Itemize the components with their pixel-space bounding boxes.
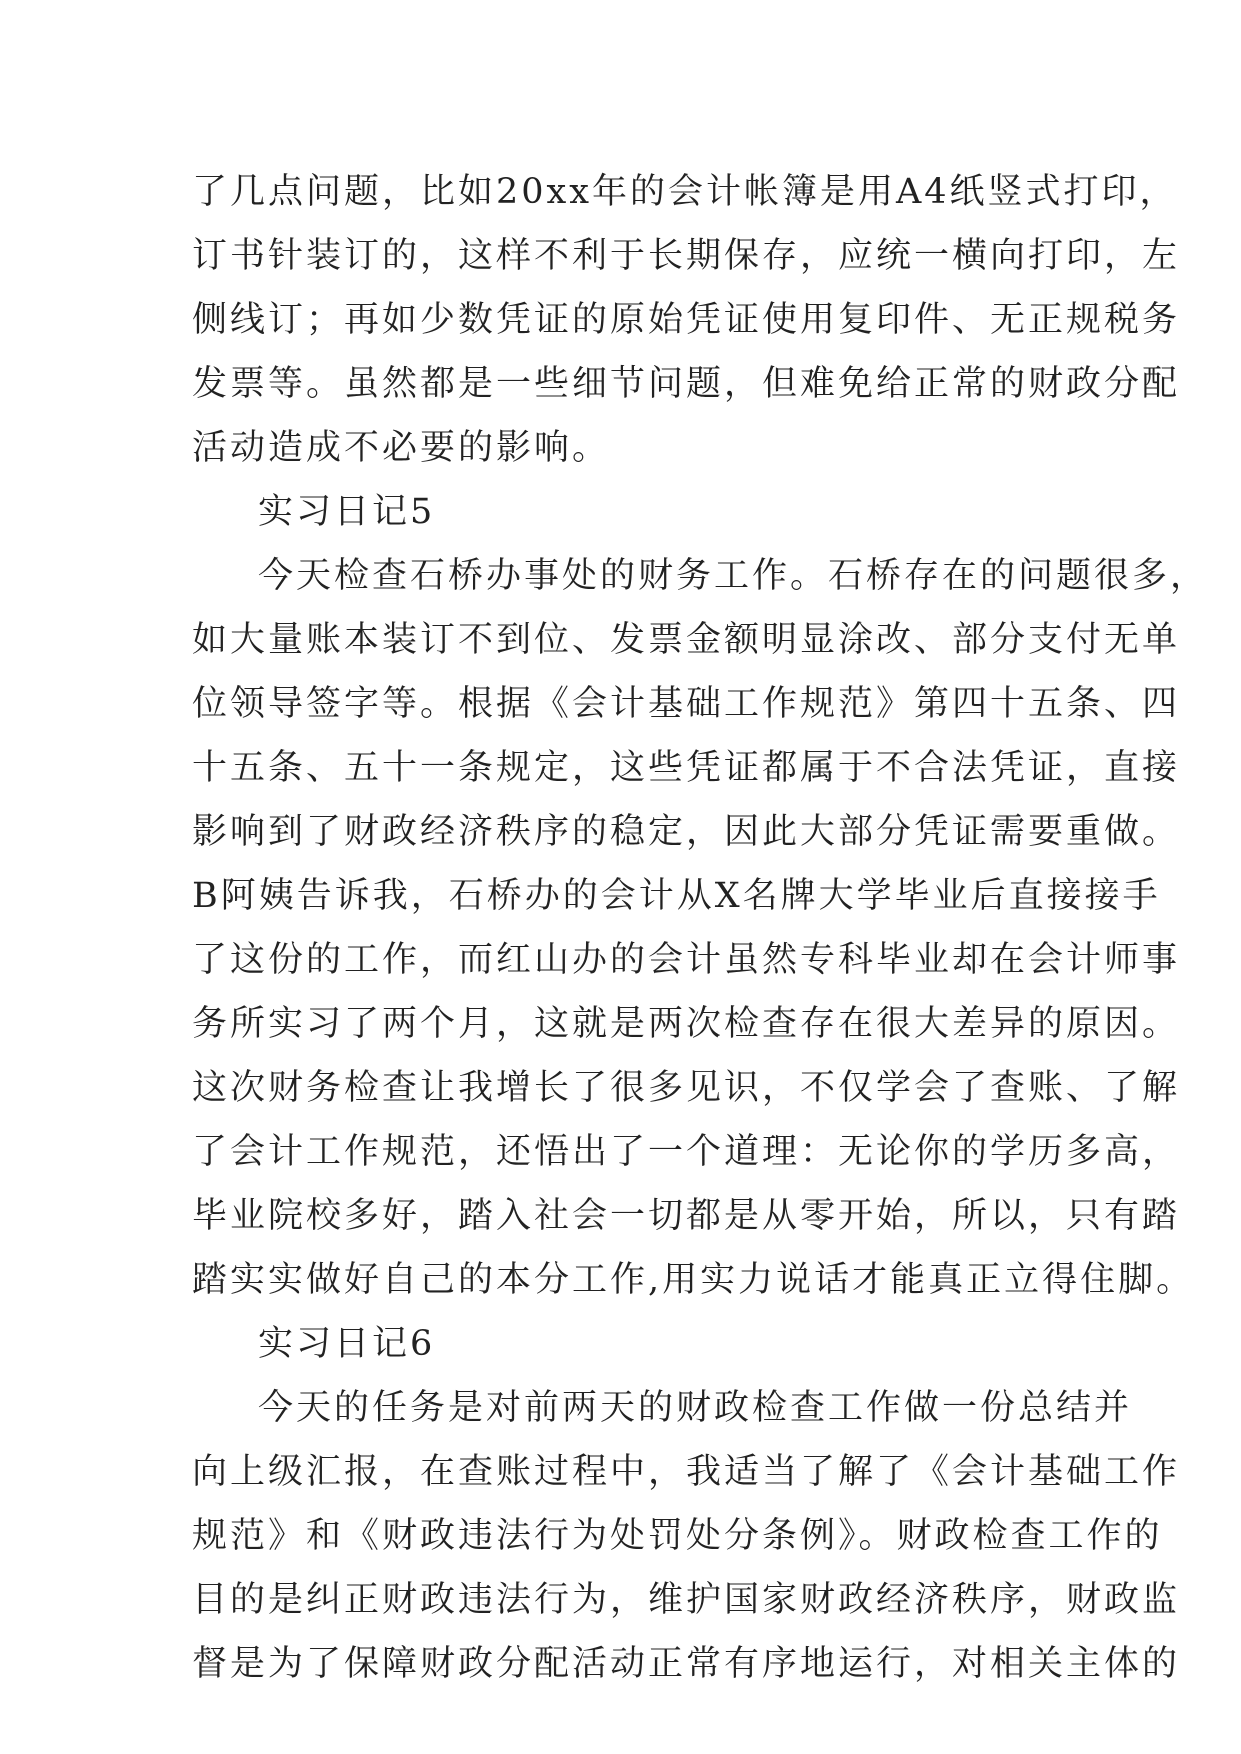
- text-line: 了会计工作规范，还悟出了一个道理：无论你的学历多高，: [192, 1132, 1181, 1172]
- text-line: 务所实习了两个月，这就是两次检查存在很大差异的原因。: [192, 1004, 1181, 1044]
- text-line: 侧线订；再如少数凭证的原始凭证使用复印件、无正规税务: [192, 300, 1181, 340]
- text-line: 如大量账本装订不到位、发票金额明显涂改、部分支付无单: [192, 620, 1181, 660]
- paragraph-first-line: 今天检查石桥办事处的财务工作。石桥存在的问题很多，: [258, 556, 1209, 596]
- text-line: 影响到了财政经济秩序的稳定，因此大部分凭证需要重做。: [192, 812, 1181, 852]
- text-line: 活动造成不必要的影响。: [192, 428, 611, 468]
- text-line: 发票等。虽然都是一些细节问题，但难免给正常的财政分配: [192, 364, 1181, 404]
- document-body: [192, 160, 1209, 1696]
- text-line: 了几点问题，比如20xx年的会计帐簿是用A4纸竖式打印，: [192, 172, 1178, 212]
- text-line: B阿姨告诉我，石桥办的会计从X名牌大学毕业后直接接手: [192, 876, 1161, 916]
- text-line: 踏实实做好自己的本分工作,用实力说话才能真正立得住脚。: [192, 1260, 1195, 1300]
- text-line: 订书针装订的，这样不利于长期保存，应统一横向打印，左: [192, 236, 1181, 276]
- paragraph-first-line: 今天的任务是对前两天的财政检查工作做一份总结并: [258, 1388, 1133, 1428]
- text-line: 目的是纠正财政违法行为，维护国家财政经济秩序，财政监: [192, 1580, 1181, 1620]
- text-line: 十五条、五十一条规定，这些凭证都属于不合法凭证，直接: [192, 748, 1181, 788]
- section-heading: 实习日记5: [258, 492, 436, 532]
- text-line: 毕业院校多好，踏入社会一切都是从零开始，所以，只有踏: [192, 1196, 1181, 1236]
- text-line: 这次财务检查让我增长了很多见识，不仅学会了查账、了解: [192, 1068, 1181, 1108]
- text-line: 向上级汇报，在查账过程中，我适当了解了《会计基础工作: [192, 1452, 1181, 1492]
- section-heading: 实习日记6: [258, 1324, 436, 1364]
- text-line: 督是为了保障财政分配活动正常有序地运行，对相关主体的: [192, 1644, 1181, 1684]
- text-line: 位领导签字等。根据《会计基础工作规范》第四十五条、四: [192, 684, 1181, 724]
- text-line: 规范》和《财政违法行为处罚处分条例》。财政检查工作的: [192, 1516, 1163, 1556]
- text-line: 了这份的工作，而红山办的会计虽然专科毕业却在会计师事: [192, 940, 1181, 980]
